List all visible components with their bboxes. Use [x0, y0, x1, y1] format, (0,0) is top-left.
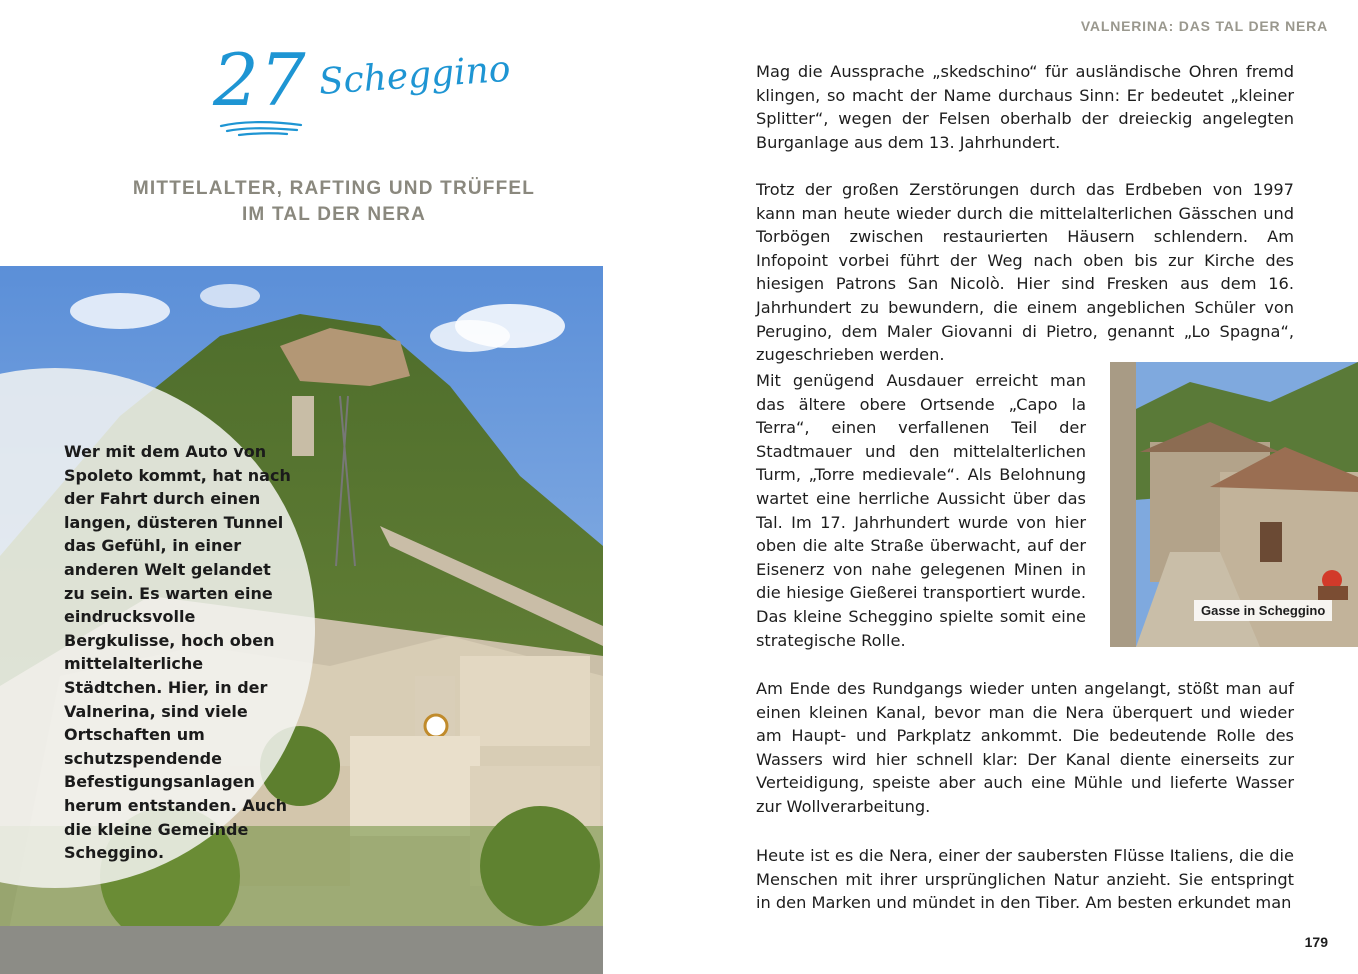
- chapter-underline-scribble: [217, 118, 307, 138]
- intro-text: Wer mit dem Auto von Spoleto kommt, hat nach der Fahrt durch einen langen, düsteren Tunnel das Gefühl, in einer anderen Welt gelandet zu sein. Es warten eine eindrucksvolle Bergkulisse, hoch oben mittelalterliche Städtchen. Hier, in der Valnerina, sind viele Ortschaften um schutzspendende Befestigungsanlagen herum entstanden. Auch die kleine Gemeinde Scheggino.: [64, 442, 291, 863]
- paragraph-5: Heute ist es die Nera, einer der saubersten Flüsse Italiens, die die Menschen mit ihrer ursprünglichen Natur anzieht. Sie entspringt in den Marken und mündet in den Tiber. Am besten erkundet man: [756, 846, 1294, 913]
- paragraph-3: Mit genügend Ausdauer erreicht man das ältere obere Ortsende „Capo la Terra“, einen verfallenen Teil der Stadtmauer und den mittelalterlichen Turm, „Torre medievale“. Als Belohnung wartet eine herrliche Aussicht über das Tal. Im 17. Jahrhundert wurde von hier oben die alte Straße überwacht, auf der Eisenerz von nahe gelegenen Minen in die hiesige Gießerei transportiert wurde. Das kleine Scheggino spielte somit eine strategische Rolle.: [756, 371, 1086, 650]
- page-number: 179: [1304, 934, 1328, 950]
- paragraph-1: Mag die Aussprache „skedschino“ für ausländische Ohren fremd klingen, so macht der Name durchaus Sinn: Er bedeutet „kleiner Splitter“, wegen der Felsen oberhalb der dreieckig angelegten Burganlage aus dem 13. Jahrhundert.: [756, 62, 1294, 152]
- photo-caption: Gasse in Scheggino: [1194, 600, 1332, 621]
- chapter-heading: [205, 38, 512, 144]
- subtitle-line-1: MITTELALTER, RAFTING UND TRÜFFEL: [132, 178, 536, 199]
- paragraph-4: Am Ende des Rundgangs wieder unten angelangt, stößt man auf einen kleinen Kanal, bevor man die Nera überquert und wieder am Haupt- und Parkplatz ankommt. Die bedeutende Rolle des Wassers wird hier schnell klar: Der Kanal diente einerseits zur Verteidigung, speiste aber auch eine Mühle und lieferte Wasser zur Wollverarbeitung.: [756, 679, 1294, 816]
- running-header: VALNERINA: DAS TAL DER NERA: [1080, 18, 1328, 34]
- subtitle-line-2: IM TAL DER NERA: [241, 204, 427, 225]
- chapter-place-name: Scheggino: [317, 48, 512, 103]
- chapter-subtitle: [100, 176, 568, 228]
- paragraph-2: Trotz der großen Zerstörungen durch das Erdbeben von 1997 kann man heute wieder durch die mittelalterlichen Gässchen und Torbögen zwischen restaurierten Häusern schlendern. Am Infopoint vorbei führt der Weg nach oben bis zur Kirche des hiesigen Patrons San Nicolò. Hier sind Fresken aus dem 16. Jahrhundert zu bewundern, die einem angeblichen Schüler von Perugino, dem Maler Giovanni di Pietro, genannt „Lo Spagna“, zugeschrieben werden.: [756, 180, 1294, 365]
- chapter-number: 27: [213, 38, 307, 122]
